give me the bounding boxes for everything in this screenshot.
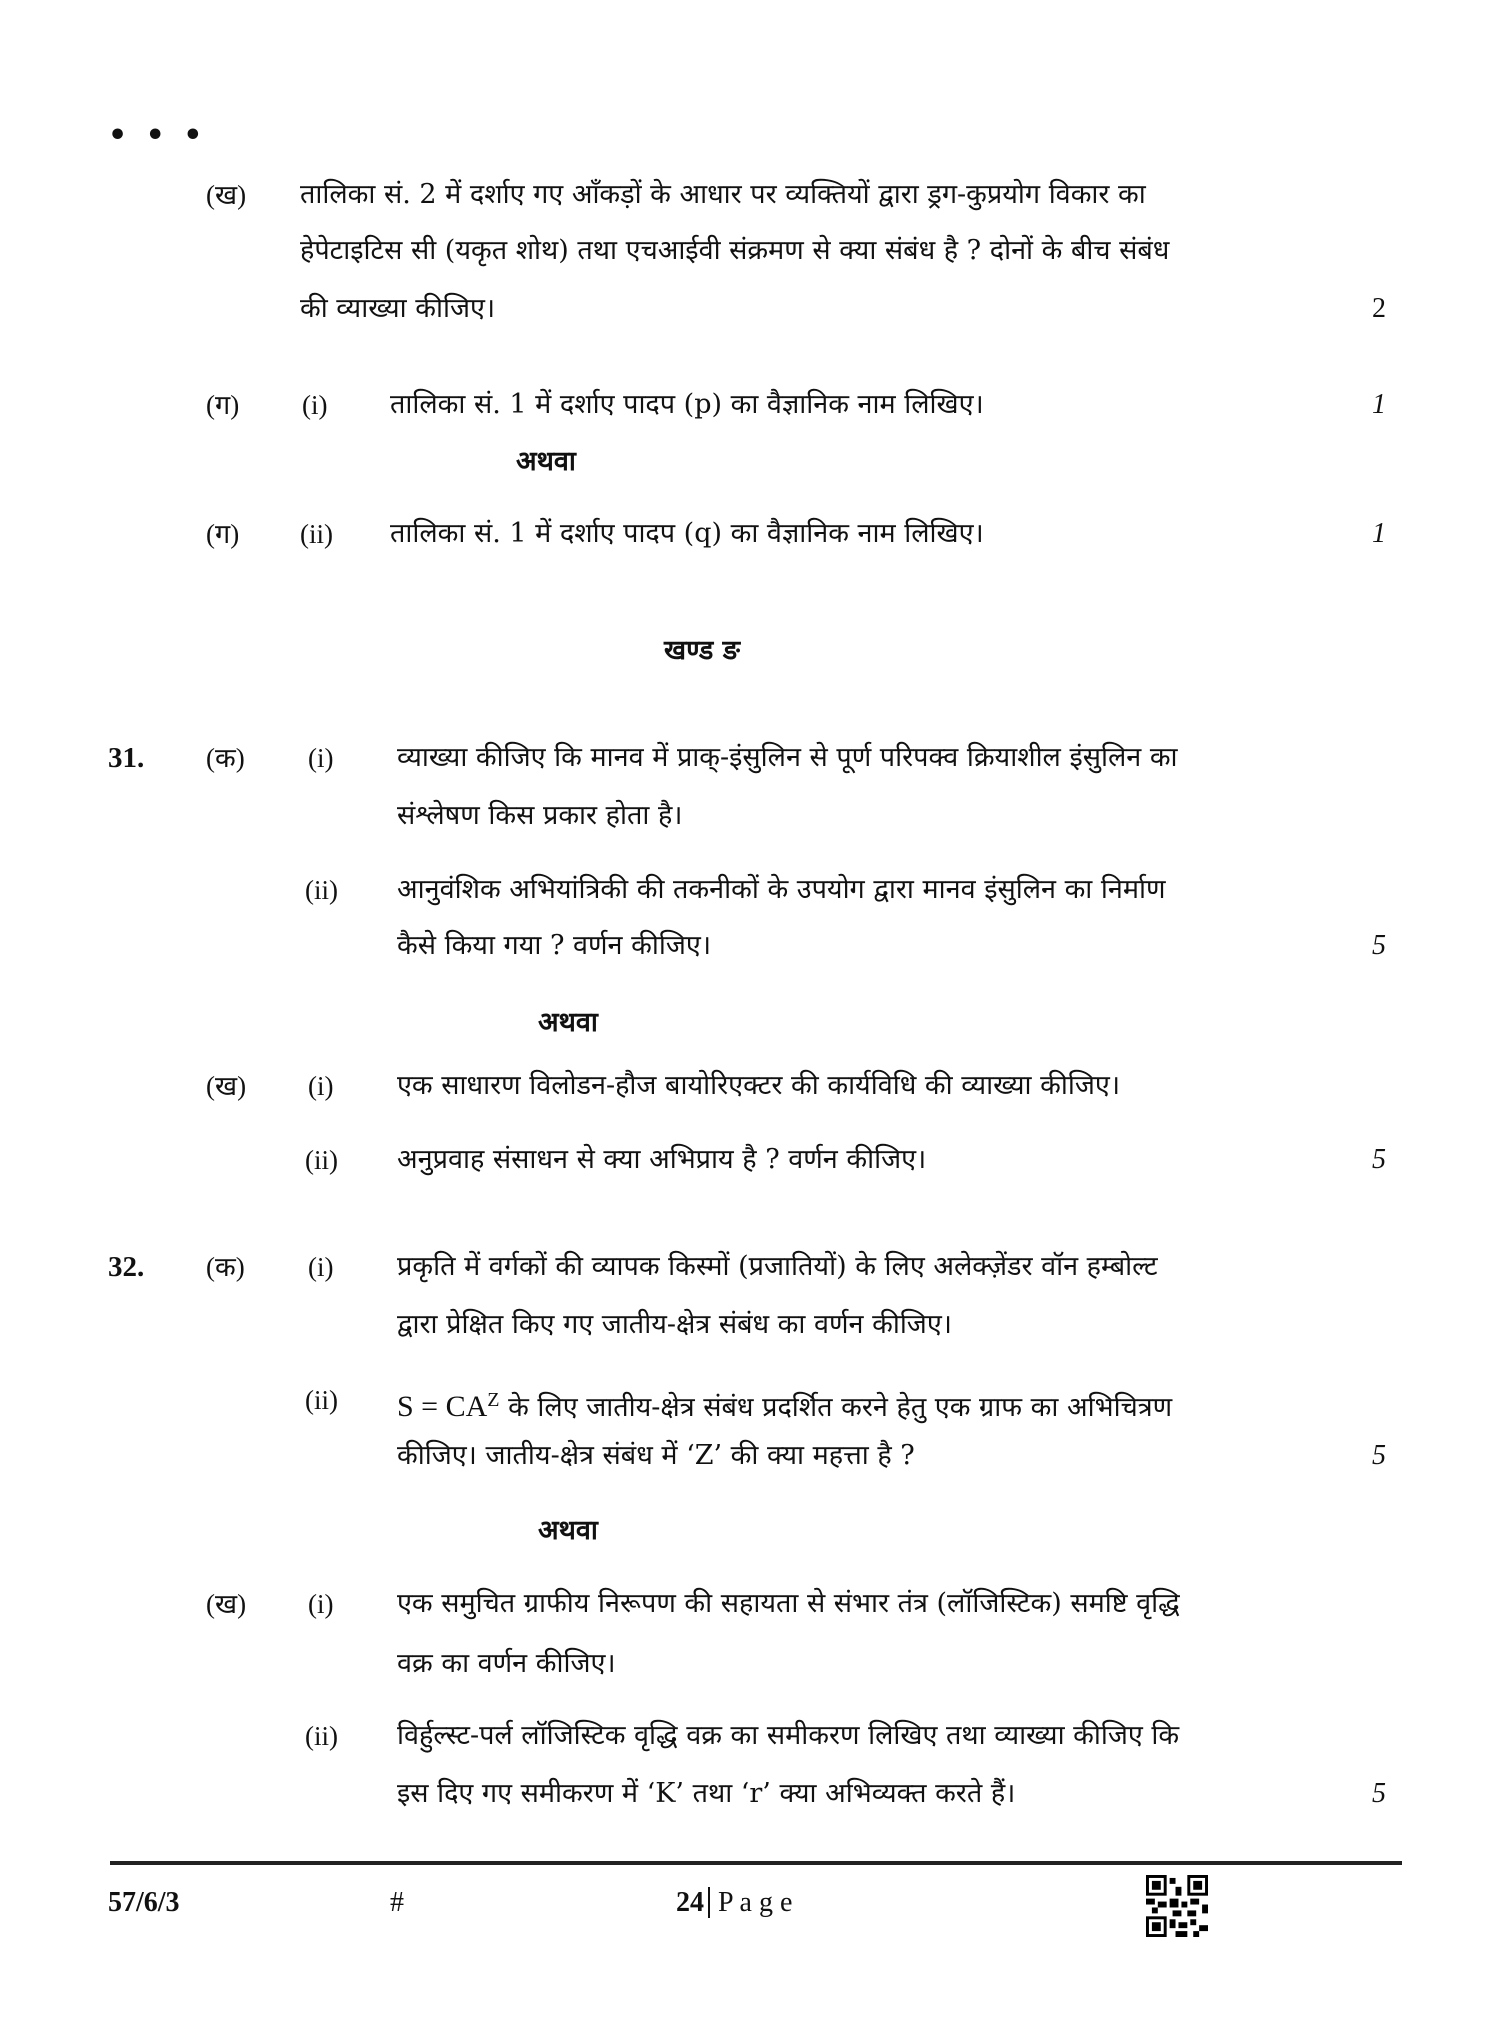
part-label-ga: (ग) (206, 519, 240, 549)
part-label-ka: (क) (206, 743, 245, 773)
marks: 1 (1372, 518, 1386, 549)
hash-mark: # (390, 1887, 404, 1918)
question-text: आनुवंशिक अभियांत्रिकी की तकनीकों के उपयोग द्वारा मानव इंसुलिन का निर्माण (397, 874, 1166, 905)
part-label-ka: (क) (206, 1252, 245, 1282)
paper-code: 57/6/3 (108, 1887, 180, 1918)
question-text: अनुप्रवाह संसाधन से क्या अभिप्राय है ? वर्णन कीजिए। (397, 1144, 927, 1175)
qr-code-icon (1146, 1874, 1208, 1938)
question-text: कीजिए। जातीय-क्षेत्र संबंध में ‘Z’ की क्या महत्ता है ? (397, 1440, 915, 1471)
page-word: P a g e (718, 1887, 793, 1918)
question-text-rest: के लिए जातीय-क्षेत्र संबंध प्रदर्शित करने हेतु एक ग्राफ का अभिचित्रण (499, 1392, 1173, 1423)
question-text: की व्याख्या कीजिए। (300, 293, 496, 324)
question-text: संश्लेषण किस प्रकार होता है। (397, 800, 683, 831)
question-number: 31. (108, 742, 145, 774)
or-separator: अथवा (538, 1515, 598, 1546)
subpart-label-i: (i) (308, 1252, 334, 1282)
formula-exponent: Z (487, 1389, 500, 1411)
part-label-kha: (ख) (206, 1071, 247, 1101)
question-text: तालिका सं. 2 में दर्शाए गए आँकड़ों के आधार पर व्यक्तियों द्वारा ड्रग-कुप्रयोग विकार का (300, 179, 1146, 210)
question-text: तालिका सं. 1 में दर्शाए पादप (p) का वैज्ञानिक नाम लिखिए। (390, 389, 984, 420)
page-number: 24 (676, 1887, 704, 1918)
part-label-kha: (ख) (206, 1589, 247, 1619)
subpart-label-ii: (ii) (305, 1385, 338, 1415)
continuation-marker: • • • (108, 118, 207, 153)
question-text: एक समुचित ग्राफीय निरूपण की सहायता से संभार तंत्र (लॉजिस्टिक) समष्टि वृद्धि (397, 1588, 1180, 1619)
footer-divider (110, 1861, 1402, 1865)
marks: 5 (1372, 1778, 1386, 1809)
question-text: कैसे किया गया ? वर्णन कीजिए। (397, 930, 712, 961)
marks: 1 (1372, 389, 1386, 420)
question-text: विर्हुल्स्ट-पर्ल लॉजिस्टिक वृद्धि वक्र का समीकरण लिखिए तथा व्याख्या कीजिए कि (397, 1720, 1180, 1751)
or-separator: अथवा (538, 1007, 598, 1038)
section-title: खण्ड ङ (664, 635, 740, 666)
marks: 5 (1372, 1440, 1386, 1471)
question-text: तालिका सं. 1 में दर्शाए पादप (q) का वैज्ञानिक नाम लिखिए। (390, 518, 984, 549)
marks: 2 (1372, 293, 1386, 324)
question-text: एक साधारण विलोडन-हौज बायोरिएक्टर की कार्यविधि की व्याख्या कीजिए। (397, 1070, 1121, 1101)
subpart-label-i: (i) (308, 743, 334, 773)
question-text: द्वारा प्रेक्षित किए गए जातीय-क्षेत्र संबंध का वर्णन कीजिए। (397, 1309, 953, 1340)
question-text (397, 1382, 1172, 1426)
subpart-label-ii: (ii) (305, 875, 338, 905)
question-text: हेपेटाइटिस सी (यकृत शोथ) तथा एचआईवी संक्रमण से क्या संबंध है ? दोनों के बीच संबंध (300, 235, 1170, 266)
or-separator: अथवा (516, 446, 576, 477)
formula-base: S = CA (397, 1390, 488, 1423)
question-text: व्याख्या कीजिए कि मानव में प्राक्-इंसुलिन से पूर्ण परिपक्व क्रियाशील इंसुलिन का (397, 742, 1178, 773)
part-label-kha: (ख) (206, 180, 247, 210)
marks: 5 (1372, 930, 1386, 961)
subpart-label-ii: (ii) (305, 1145, 338, 1175)
question-text: वक्र का वर्णन कीजिए। (397, 1648, 616, 1679)
subpart-label-ii: (ii) (300, 519, 333, 549)
subpart-label-ii: (ii) (305, 1721, 338, 1751)
question-text: प्रकृति में वर्गकों की व्यापक किस्मों (प्रजातियों) के लिए अलेक्ज़ेंडर वॉन हम्बोल्ट (397, 1251, 1158, 1282)
page-indicator (676, 1885, 792, 1921)
question-number: 32. (108, 1251, 145, 1283)
subpart-label-i: (i) (302, 390, 328, 420)
question-text: इस दिए गए समीकरण में ‘K’ तथा ‘r’ क्या अभिव्यक्त करते हैं। (397, 1778, 1016, 1809)
marks: 5 (1372, 1144, 1386, 1175)
subpart-label-i: (i) (308, 1589, 334, 1619)
part-label-ga: (ग) (206, 390, 240, 420)
subpart-label-i: (i) (308, 1071, 334, 1101)
